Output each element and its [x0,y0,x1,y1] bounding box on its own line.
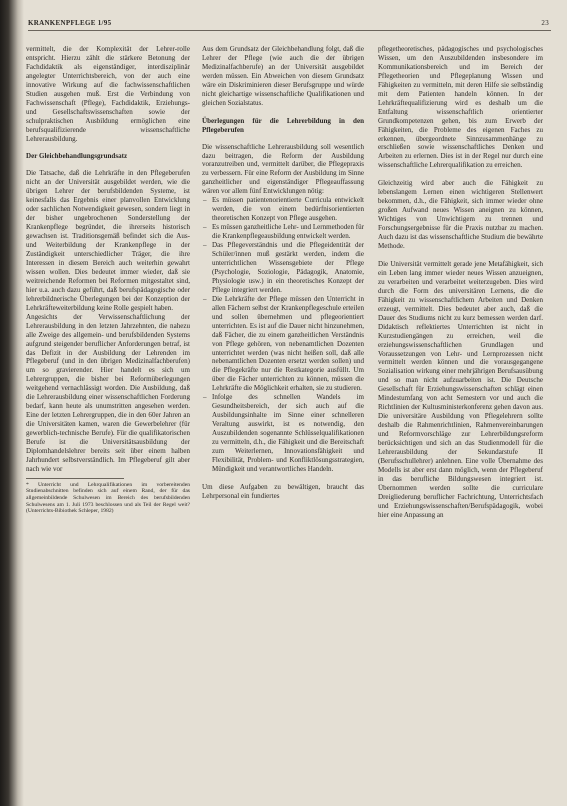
running-title: KRANKENPFLEGE 1/95 [28,19,112,27]
reform-list [202,196,364,474]
scan-binding-shadow [0,0,24,806]
page-number: 23 [541,19,549,27]
footnote-text: * Unterricht und Lehrqualifikationen im vorbereitenden Studienabschnitten befinden sich auf einem Rand, der für das allgemeinbildende Schulwesen im Bereich des berufsbildenden Schulwesens am 1. Juli 1973 beschlossen und als Teil der Regel weit? (Unterrichts-Bibiothek Schleper, 1982) [26,481,190,515]
section-heading: Überlegungen für die Lehrerbildung in den Pflegeberufen [202,116,364,134]
section-heading: Der Gleichbehandlungsgrundsatz [26,152,128,161]
paragraph: Angesichts der Verwissenschaftlichung der Lehrerausbildung in den letzten Jahrzehnten, die nahezu alle Zweige des allgemein- und berufsbildenden Systems aufgrund steigender beruflicher Anforderungen betraf, ist das Defizit in der Ausbildung der Lehrenden im Pflegeberuf (und in den übrigen Medizinalfachberufen) um so gravierender. Hier handelt es sich um Lehrergruppen, die bisher bei Reformüberlegungen weitgehend vernachlässigt worden. Die Ausbildung, daß die Lehrerausbildung einer wissenschaftlichen Forderung bedarf, kann heute als unumstritten angesehen werden. Eine der letzten Lehrergruppen, die in den 60er Jahren an die Universitäten kamen, waren die Gewerbelehrer (für gewerblich-technische Berufe). Für die qualifikatorischen Berufe ist die Universitätsausbildung der Diplomhandelslehrer bereits seit über einem halben Jahrhundert selbstverständlich. Im Pflegeberuf gilt aber nach wie vor [26,312,190,473]
list-item: – Die Lehrkräfte der Pflege müssen den Unterricht in allen Fächern selbst der Krankenpflegeschule erteilen und sollen übernehmen und pflegeorientiert unterrichten. Es ist auf die Dauer nicht hinzunehmen, daß Fächer, die zu einem ganzheitlichen Verständnis von Pflege gehören, von nebenamtlichen Dozenten unterrichtet werden (was nicht heißen soll, daß alle nebenamtlichen Dozenten ersetzt werden sollen) und die Pflegekräfte nur die Restkategorie ausfüllt. Um über die Fächer unterrichten zu können, müssen die Lehrkräfte die Möglichkeit erhalten, sie zu studieren. [202,295,364,393]
list-item: – Das Pflegeverständnis und die Pflegeidentität der Schüler/innen muß gestärkt werden, indem die unterrichtlichen Wissensgebiete der Pflege (Psychologie, Soziologie, Pädagogik, Anatomie, Physiologie usw.) in ein theoretisches Konzept der Pflege integriert werden. [202,241,364,295]
text-column-3 [378,45,543,520]
paragraph: Die Tatsache, daß die Lehrkräfte in den Pflegeberufen nicht an der Universität ausgebildet werden, wie die übrigen Lehrer der berufsbildenden Systeme, ist keinesfalls das Ergebnis einer planvollen Entwicklung oder sachlichen Notwendigkeit gewesen, sondern liegt in der bisher ungebrochenen Sonderstellung der Krankenpflege begründet, die ihrerseits historisch gewachsen ist. Traditionsgemäß befindet sich die Aus- und Weiterbildung der Krankenpflege in der Zuständigkeit unterschiedlicher Träger, die ihre Interessen in diesem Bereich auch weiterhin gewahrt wissen wollen. Dies bedeutet immer wieder, daß sie weitreichende Reformen bei Reformen mitgestaltet sind, hier u.a. auch dazu geführt, daß berufspädagogische oder lehrerbildnerische Überlegungen bei der Konzeption der Lehrkräfteweiterbildung keine Rolle gespielt haben. [26,169,190,312]
text-column-1 [26,45,190,515]
paragraph: Die Universität vermittelt gerade jene Metafähigkeit, sich ein Leben lang immer wieder neues Wissen anzueignen, zu verarbeiten und verarbeitet weiterzugeben. Dies wird durch die Form des universitären Lernens, die die Fähigkeit zu wissenschaftlichem Arbeiten und Denken erzeugt, vermittelt. Dies bedeutet aber auch, daß die Dauer des Studiums nicht zu kurz bemessen werden darf. Didaktisch reflektiertes Unterrichten ist nicht in Kurzstudiengängen zu erreichen, weil die erziehungswissenschaftlichen Grundlagen und Voraussetzungen von Lehr- und Lernprozessen nicht vermittelt werden können und die vorausgegangene Sozialisation wirkung einer mehrjährigen Berufsausübung und so man nicht aufzuarbeiten ist. Die Deutsche Gesellschaft für Erziehungswissenschaften schlägt einen Mindestumfang von acht Semestern vor und auch die Richtlinien der Kultusministerkonferenz gehen davon aus. Die universitäre Ausbildung von Pflegelehrern sollte deshalb die Rahmenrichtlinien, Rahmenvereinbarungen und Reformvorschläge zur Lehrerbildungsreform berücksichtigen und sich an das Studienmodell für die Lehrerausbildung der Sekundarstufe II (Berufsschullehrer) anlehnen. Eine volle Übernahme des Modells ist aber erst dann möglich, wenn der Pflegeberuf in das berufliche Bildungswesen integriert ist. Übernommen werden sollte die curriculare Dreigliederung beruflicher Fachrichtung, Unterrichtsfach und Erziehungswissenschaften/Berufspädagogik, wobei hier eine Anpassung an [378,259,543,519]
list-item: – Es müssen patientenorientierte Curricula entwickelt werden, die von einem bedürfnisorientierten theoretischen Konzept von Pflege ausgehen. [202,196,364,223]
paragraph: pflegetheoretisches, pädagogisches und psychologisches Wissen, um den Auszubildenden insbesondere im Kommunikationsbereich und im Bereich der Pflegetheorien und Pflegeplanung Wissen und Fähigkeiten zu vermitteln, mit deren Hilfe sie selbständig mit dem Patienten handeln können. In der Lehrkräftequalifizierung wird es deshalb um die Entfaltung wissenschaftlich orientierter Grundkompetenzen gehen, bis zum Erwerb der Fähigkeiten, die Probleme des eigenen Faches zu erkennen, übergeordnete Sinnzusammenhänge zu erschließen sowie wissenschaftliches Denken und Arbeiten zu erlernen. Dies ist in der Regel nur durch eine wissenschaftliche Lehrerqualifikation zu erreichen. [378,45,543,170]
list-item: – Infolge des schnellen Wandels im Gesundheitsbereich, der sich auch auf die Ausbildungsinhalte im Sinne einer schnelleren Veraltung auswirkt, ist es notwendig, den Auszubildenden sogenannte Schlüsselqualifikationen zu vermitteln, d.h., die Fähigkeit und die Bereitschaft zum Weiterlernen, Innovationsfähigkeit und Flexibilität, Problem- und Konfliktlösungsstrategien, Mündigkeit und verantwortliches Handeln. [202,393,364,474]
paragraph: Die wissenschaftliche Lehrerausbildung soll wesentlich dazu beitragen, die Reform der Ausbildung voranzutreiben und, vermittelt darüber, die Pflegepraxis zu verbessern. Für eine Reform der Ausbildung im Sinne ganzheitlicher und eigenständiger Pflegeauffassung wären vor allem fünf Entwicklungen nötig: [202,142,364,196]
paragraph: Aus dem Grundsatz der Gleichbehandlung folgt, daß die Lehrer der Pflege (wie auch die der übrigen Medizinalfachberufe) an der Universität ausgebildet werden müssen. Ein Abweichen von diesem Grundsatz wäre ein Diskriminieren dieser Berufsgruppe und würde nicht gleichartige wissenschaftliche Qualifikationen und gleichen Sozialstatus. [202,45,364,107]
paragraph: Um diese Aufgaben zu bewältigen, braucht das Lehrpersonal ein fundiertes [202,482,364,500]
paragraph: Gleichzeitig wird aber auch die Fähigkeit zu lebenslangem Lernen einen wichtigeren Stellenwert bekommen, d.h., die Fähigkeit, sich immer wieder ohne großen Aufwand neues Wissen aneignen zu können, Wichtiges von Unwichtigem zu trennen und Forschungsergebnisse für die Praxis nutzbar zu machen. Auch dazu ist das wissenschaftliche Studium die bewährte Methode. [378,179,543,251]
paragraph: vermittelt, die der Komplexität der Lehrer-rolle entspricht. Hierzu zählt die stärkere Betonung der Fachdidaktik als eigenständiger, interdisziplinär angelegter Unterrichtsbereich, von der auch eine innovative Wirkung auf die fachwissenschaftlichen Studien ausgehen muß. Erst die Verbindung von Fachwissenschaft (Pflege), Fachdidaktik, Erziehungs- und Gesellschaftswissenschaften sowie der schulpraktischen Ausbildung ermöglichen eine berufsqualifizierende wissenschaftliche Lehrerausbildung. [26,45,190,143]
list-item: – Es müssen ganzheitliche Lehr- und Lernmethoden für die Krankenpflegeausbildung entwickelt werden. [202,223,364,241]
footnote [26,478,190,515]
running-header [28,18,551,31]
text-column-2 [202,45,364,501]
